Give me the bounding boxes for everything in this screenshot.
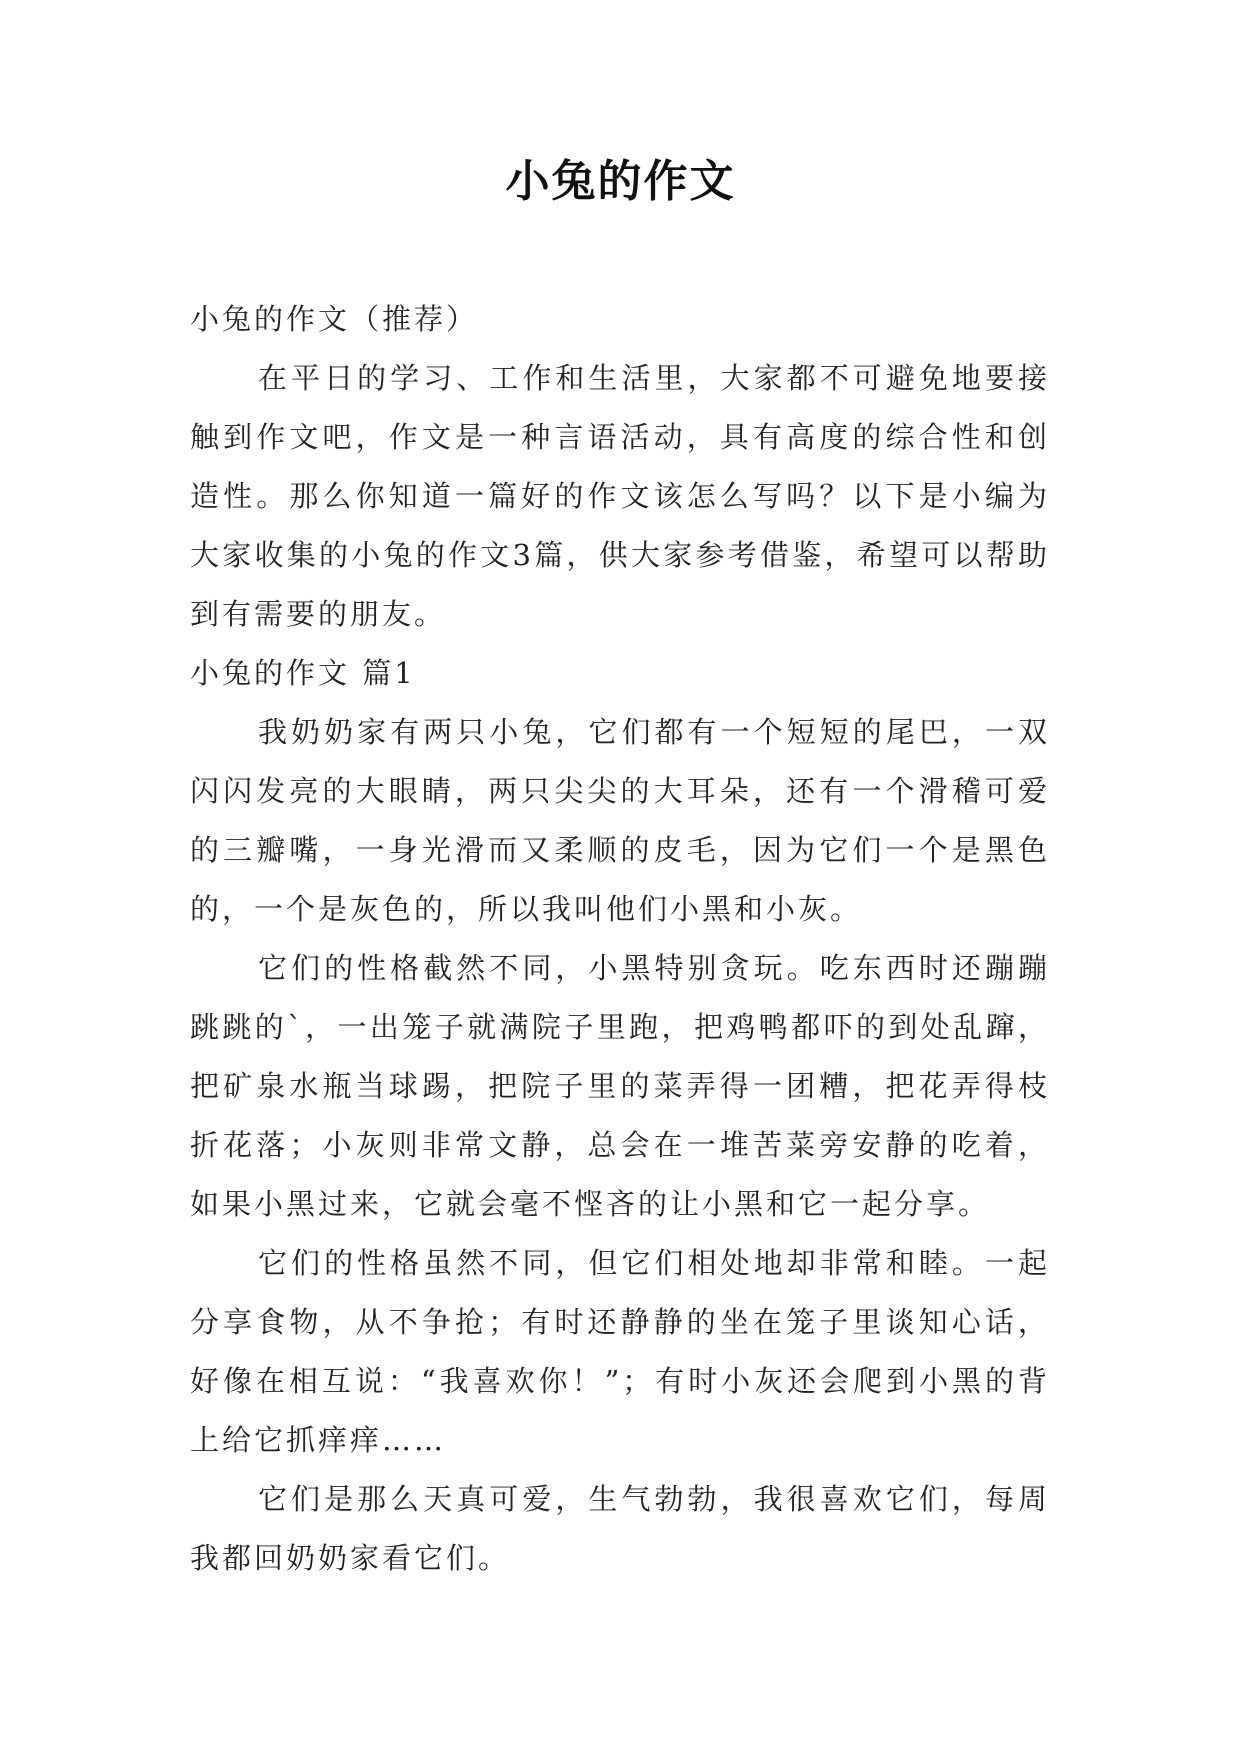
intro-subheading: 小兔的作文（推荐）	[190, 302, 479, 336]
document-title: 小兔的作文	[505, 156, 736, 207]
intro-paragraph: 在平日的学习、工作和生活里，大家都不可避免地要接触到作文吧，作文是一种言语活动，具有高度的综合性和创造性。那么你知道一篇好的作文该怎么写吗？以下是小编为大家收集的小兔的作文3篇，供大家参考借鉴，希望可以帮助到有需要的朋友。	[190, 361, 1050, 631]
body-paragraph: 它们是那么天真可爱，生气勃勃，我很喜欢它们，每周我都回奶奶家看它们。	[190, 1482, 1050, 1575]
section-heading-1: 小兔的作文 篇1	[190, 656, 416, 690]
body-paragraph: 它们的性格虽然不同，但它们相处地却非常和睦。一起分享食物，从不争抢；有时还静静的坐在笼子里谈知心话，好像在相互说：“我喜欢你！”；有时小灰还会爬到小黑的背上给它抓痒痒……	[190, 1246, 1050, 1457]
document-body	[190, 290, 1050, 1588]
body-paragraph: 它们的性格截然不同，小黑特别贪玩。吃东西时还蹦蹦跳跳的`，一出笼子就满院子里跑，把鸡鸭都吓的到处乱蹿，把矿泉水瓶当球踢，把院子里的菜弄得一团糟，把花弄得枝折花落；小灰则非常文静，总会在一堆苦菜旁安静的吃着，如果小黑过来，它就会毫不悭吝的让小黑和它一起分享。	[190, 951, 1050, 1221]
body-paragraph: 我奶奶家有两只小兔，它们都有一个短短的尾巴，一双闪闪发亮的大眼睛，两只尖尖的大耳朵，还有一个滑稽可爱的三瓣嘴，一身光滑而又柔顺的皮毛，因为它们一个是黑色的，一个是灰色的，所以我叫他们小黑和小灰。	[190, 715, 1050, 926]
